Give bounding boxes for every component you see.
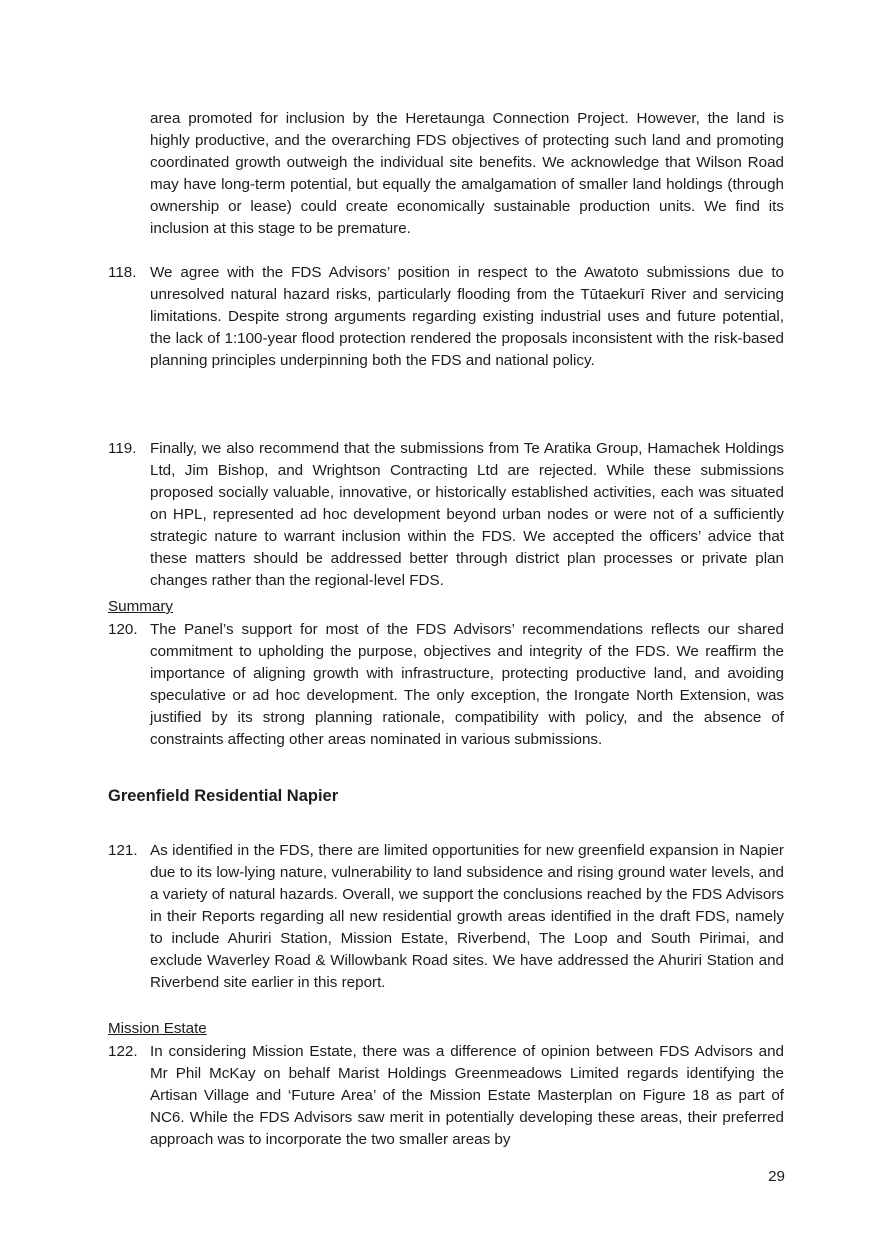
subheading-summary: Summary bbox=[108, 598, 173, 615]
paragraph-text: As identified in the FDS, there are limited opportunities for new greenfield expansion in Napier due to its low-lying nature, vulnerability to land subsidence and rising ground water levels, and a variety of natural hazards. Overall, we support the conclusions reached by the FDS Advisors in their Reports regarding all new residential growth areas identified in the draft FDS, namely to include Ahuriri Station, Mission Estate, Riverbend, The Loop and South Pirimai, and exclude Waverley Road & Willowbank Road sites. We have addressed the Ahuriri Station and Riverbend site earlier in this report. bbox=[150, 842, 784, 991]
paragraph-text: We agree with the FDS Advisors’ position in respect to the Awatoto submissions due to unresolved natural hazard risks, particularly flooding from the Tūtaekurī River and servicing limitations. Despite strong arguments regarding existing industrial uses and future potential, the lack of 1:100-year flood protection rendered the proposals inconsistent with the risk-based planning principles underpinning both the FDS and national policy. bbox=[150, 264, 784, 369]
paragraph-number: 122. bbox=[108, 1043, 138, 1060]
paragraph-121 bbox=[108, 840, 784, 994]
page-number: 29 bbox=[768, 1168, 785, 1185]
section-heading: Greenfield Residential Napier bbox=[108, 787, 339, 805]
paragraph-122 bbox=[108, 1041, 784, 1151]
paragraph-118 bbox=[108, 262, 784, 372]
paragraph-119 bbox=[108, 438, 784, 592]
paragraph-number: 119. bbox=[108, 440, 137, 457]
paragraph-number: 120. bbox=[108, 621, 138, 638]
paragraph-text: In considering Mission Estate, there was a difference of opinion between FDS Advisors and Mr Phil McKay on behalf Marist Holdings Greenmeadows Limited regards identifying the Artisan Village and ‘Future Area’ of the Mission Estate Masterplan on Figure 18 as part of NC6. While the FDS Advisors saw merit in potentially developing these areas, their preferred approach was to incorporate the two smaller areas by bbox=[150, 1043, 784, 1148]
paragraph-120 bbox=[108, 619, 784, 751]
paragraph-text: Finally, we also recommend that the submissions from Te Aratika Group, Hamachek Holdings Ltd, Jim Bishop, and Wrightson Contracting Ltd are rejected. While these submissions proposed socially valuable, innovative, or historically established activities, each was situated on HPL, represented ad hoc development beyond urban nodes or were not of a sufficiently strategic nature to warrant inclusion within the FDS. We accepted the officers’ advice that these matters should be addressed better through district plan processes or private plan changes rather than the regional-level FDS. bbox=[150, 440, 784, 589]
continuation-paragraph: area promoted for inclusion by the Heretaunga Connection Project. However, the land is highly productive, and the overarching FDS objectives of protecting such land and promoting coordinated growth outweigh the individual site benefits. We acknowledge that Wilson Road may have long-term potential, but equally the amalgamation of smaller land holdings (through ownership or lease) could create economically sustainable production units. We find its inclusion at this stage to be premature. bbox=[150, 110, 784, 237]
paragraph-text: The Panel’s support for most of the FDS Advisors’ recommendations reflects our shared commitment to upholding the purpose, objectives and integrity of the FDS. We reaffirm the importance of aligning growth with infrastructure, protecting productive land, and avoiding speculative or ad hoc development. The only exception, the Irongate North Extension, was justified by its strong planning rationale, compatibility with policy, and the absence of constraints affecting other areas nominated in various submissions. bbox=[150, 621, 784, 748]
subheading-mission-estate: Mission Estate bbox=[108, 1020, 207, 1037]
paragraph-number: 121. bbox=[108, 842, 138, 859]
paragraph-number: 118. bbox=[108, 264, 137, 281]
